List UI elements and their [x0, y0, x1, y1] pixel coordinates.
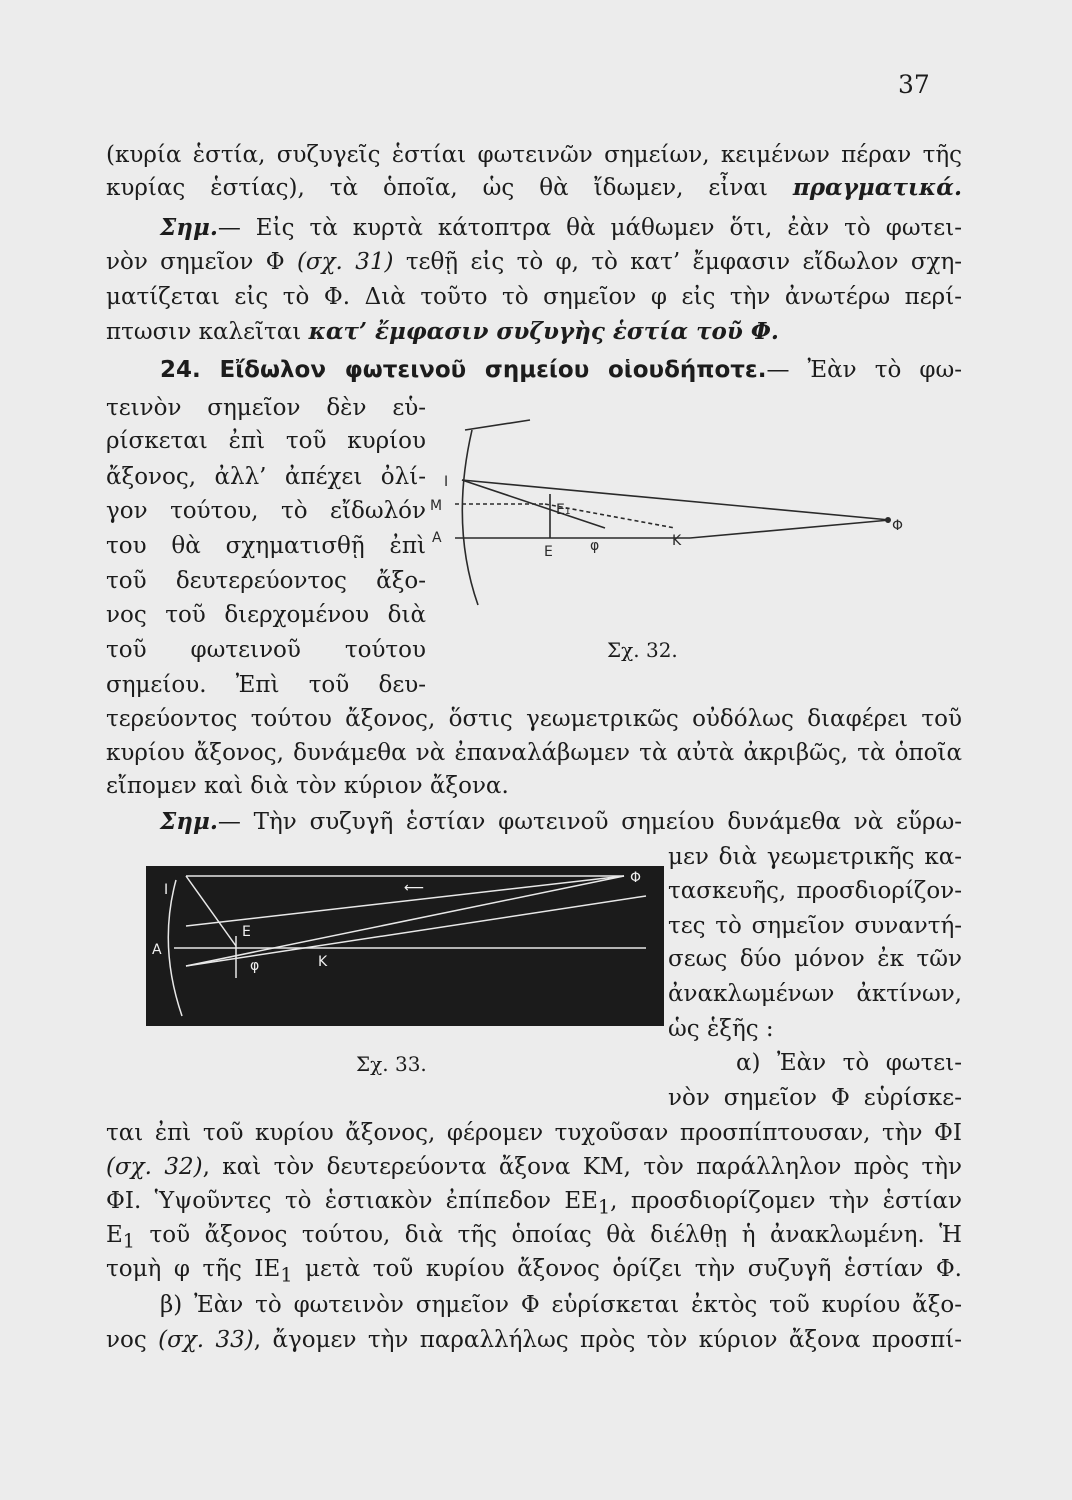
text-line: τες τὸ σημεῖον συναντή-: [668, 913, 962, 939]
text-line: εἴπομεν καὶ διὰ τὸν κύριον ἄξονα.: [106, 773, 509, 799]
incident-ray: [462, 480, 890, 520]
label-M: M: [430, 498, 443, 514]
text-line: σημείου. Ἐπὶ τοῦ δευ-: [106, 672, 426, 698]
mirror-arc: [462, 430, 478, 605]
label-phi-small: φ: [250, 958, 260, 974]
text-line: ται ἐπὶ τοῦ κυρίου ἄξονος, φέρομεν τυχοῦσαν προσπίπτουσαν, τὴν ΦΙ: [106, 1120, 962, 1146]
label-E1: E₁: [556, 502, 571, 518]
text-line: τερεύοντος τούτου ἄξονος, ὅστις γεωμετρικῶς οὐδόλως διαφέρει τοῦ: [106, 706, 962, 732]
text-line: τεινὸν σημεῖον δὲν εὑ-: [106, 395, 426, 421]
text-line: ρίσκεται ἐπὶ τοῦ κυρίου: [106, 428, 426, 454]
label-phi-small: φ: [590, 538, 600, 554]
phi-point: [885, 517, 891, 523]
text-line: κυρίου ἄξονος, δυνάμεθα νὰ ἐπαναλάβωμεν τὰ αὐτὰ ἀκριβῶς, τὰ ὁποῖα: [106, 740, 962, 766]
axis-to-phi: [690, 520, 890, 538]
text-line: ἀνακλωμένων ἀκτίνων,: [668, 981, 962, 1007]
direction-arrow: ⟵: [404, 880, 425, 896]
text-line: νος (σχ. 33), ἄγομεν τὴν παραλλήλως πρὸς τὸν κύριον ἄξονα προσπί-: [106, 1327, 962, 1353]
text-line: μεν διὰ γεωμετρικῆς κα-: [668, 844, 962, 870]
label-E: E: [544, 544, 553, 560]
text-line: $E_1$ τοῦ ἄξονος τούτου, διὰ τῆς ὁποίας θὰ διέλθῃ ἡ ἀνακλωμένη. Ἡ: [106, 1222, 962, 1253]
label-K: K: [672, 533, 682, 549]
text-line: κυρίας ἑστίας), τὰ ὁποῖα, ὡς θὰ ἴδωμεν, εἶναι πραγματικά.: [106, 174, 962, 201]
text-line: του θὰ σχηματισθῇ ἐπὶ: [106, 533, 426, 559]
text-line: (κυρία ἑστία, συζυγεῖς ἑστίαι φωτεινῶν σημείων, κειμένων πέραν τῆς: [106, 142, 962, 168]
figure-32-diagram: [420, 400, 910, 640]
text-line: νος τοῦ διερχομένου διὰ: [106, 602, 426, 628]
label-K: K: [318, 954, 328, 970]
label-A: A: [152, 942, 162, 958]
text-line: α) Ἐὰν τὸ φωτει-: [736, 1050, 962, 1076]
section-heading: 24. Εἴδωλον φωτεινοῦ σημείου οἱουδήποτε.— Ἐὰν τὸ φω-: [160, 357, 962, 383]
text-line: τοῦ δευτερεύοντος ἄξο-: [106, 568, 426, 594]
text-line: β) Ἐὰν τὸ φωτεινὸν σημεῖον Φ εὑρίσκεται ἐκτὸς τοῦ κυρίου ἄξο-: [160, 1292, 962, 1318]
upper-ray: [465, 420, 530, 430]
text-line: ὡς ἑξῆς :: [668, 1016, 774, 1042]
label-A: A: [432, 530, 442, 546]
label-E: E: [242, 924, 251, 940]
label-I: I: [164, 882, 169, 898]
text-line: τασκευῆς, προσδιορίζον-: [668, 878, 962, 904]
text-line: σεως δύο μόνον ἐκ τῶν: [668, 946, 962, 972]
text-line: ΦΙ. Ὑψοῦντες τὸ ἑστιακὸν ἐπίπεδον $EE_1$, προσδιορίζομεν τὴν ἑστίαν: [106, 1188, 962, 1219]
text-line: Σημ.— Εἰς τὰ κυρτὰ κάτοπτρα θὰ μάθωμεν ὅτι, ἐὰν τὸ φωτει-: [160, 214, 962, 241]
figure-32-caption: Σχ. 32.: [607, 638, 678, 662]
label-Phi: Φ: [892, 518, 904, 534]
figure-33-diagram: [146, 866, 664, 1026]
text-line: τομὴ φ τῆς $IE_1$ μετὰ τοῦ κυρίου ἄξονος ὁρίζει τὴν συζυγῆ ἑστίαν Φ.: [106, 1256, 962, 1287]
text-line: πτωσιν καλεῖται κατ’ ἔμφασιν συζυγὴς ἑστία τοῦ Φ.: [106, 318, 779, 345]
text-line: τοῦ φωτεινοῦ τούτου: [106, 637, 426, 663]
text-line: γον τούτου, τὸ εἴδωλόν: [106, 498, 426, 524]
text-line: Σημ.— Τὴν συζυγῆ ἑστίαν φωτεινοῦ σημείου δυνάμεθα νὰ εὕρω-: [160, 808, 962, 835]
text-line: ματίζεται εἰς τὸ Φ. Διὰ τοῦτο τὸ σημεῖον φ εἰς τὴν ἀνωτέρω περί-: [106, 284, 962, 310]
text-line: (σχ. 32), καὶ τὸν δευτερεύοντα ἄξονα ΚΜ, τὸν παράλληλον πρὸς τὴν: [106, 1154, 962, 1180]
page-number: 37: [898, 70, 930, 99]
label-Phi: Φ: [630, 870, 642, 886]
figure-33-caption: Σχ. 33.: [356, 1052, 427, 1076]
text-line: νὸν σημεῖον Φ (σχ. 31) τεθῇ εἰς τὸ φ, τὸ κατ’ ἔμφασιν εἴδωλον σχη-: [106, 249, 963, 275]
text-line: ἄξονος, ἀλλ’ ἀπέχει ὀλί-: [106, 464, 426, 490]
text-line: νὸν σημεῖον Φ εὑρίσκε-: [668, 1085, 962, 1111]
label-I: I: [444, 474, 449, 490]
